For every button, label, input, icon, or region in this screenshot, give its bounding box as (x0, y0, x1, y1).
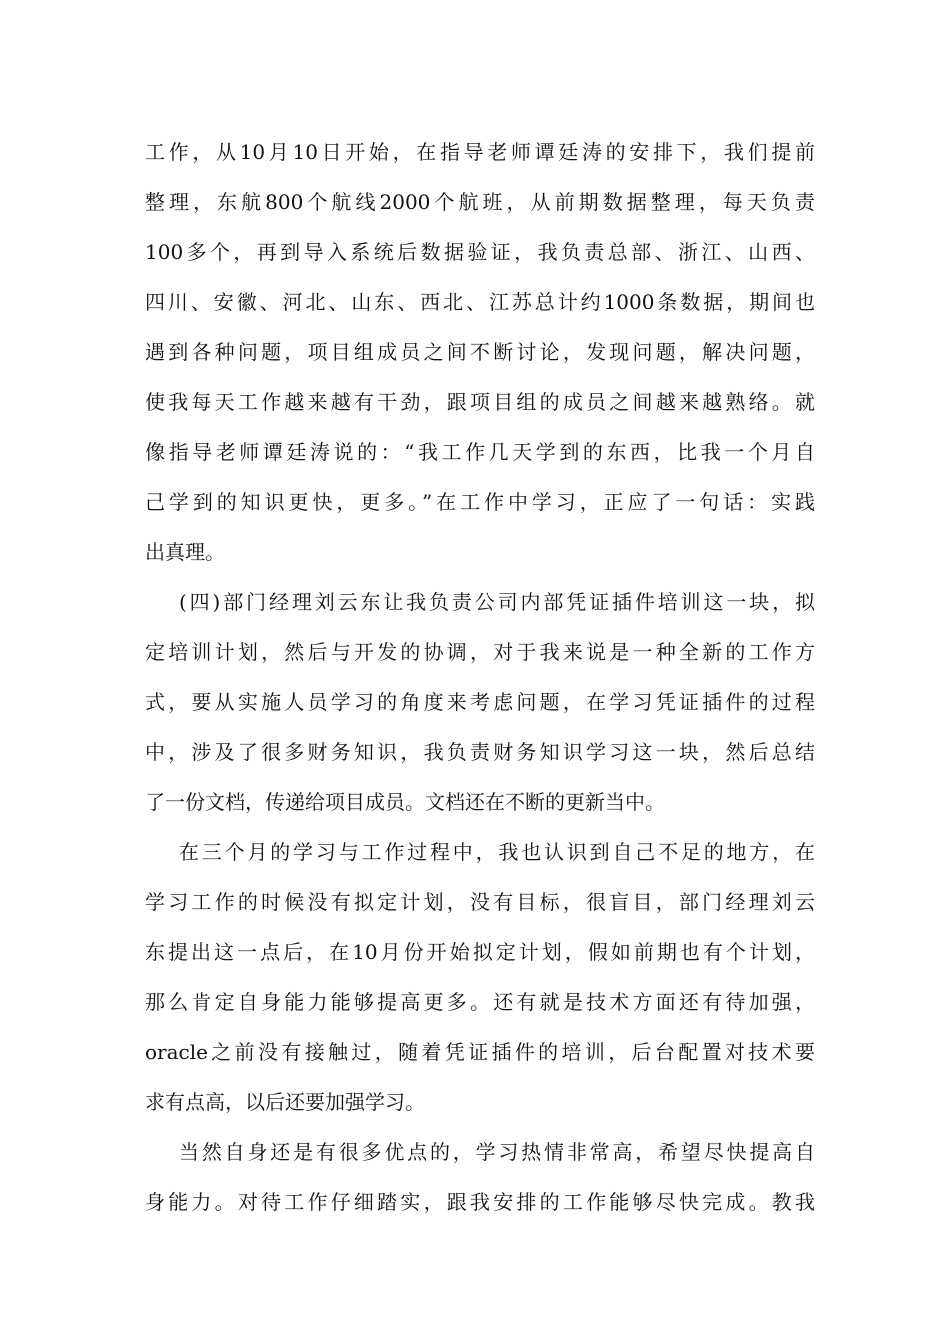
text-line: 己学到的知识更快，更多。”在工作中学习，正应了一句话：实践 (145, 490, 815, 514)
text-line: 工作，从10月10日开始，在指导老师谭廷涛的安排下，我们提前 (145, 140, 815, 164)
text-line: 在三个月的学习与工作过程中，我也认识到自己不足的地方，在 (179, 840, 815, 864)
text-line: 当然自身还是有很多优点的，学习热情非常高，希望尽快提高自 (179, 1140, 815, 1164)
text-line: 式，要从实施人员学习的角度来考虑问题，在学习凭证插件的过程 (145, 690, 815, 714)
text-line: 遇到各种问题，项目组成员之间不断讨论，发现问题，解决问题， (145, 340, 815, 364)
text-line: 学习工作的时候没有拟定计划，没有目标，很盲目，部门经理刘云 (145, 890, 815, 914)
text-line: (四)部门经理刘云东让我负责公司内部凭证插件培训这一块，拟 (179, 590, 815, 614)
text-line: 定培训计划，然后与开发的协调，对于我来说是一种全新的工作方 (145, 640, 815, 664)
text-line: 四川、安徽、河北、山东、西北、江苏总计约1000条数据，期间也 (145, 290, 815, 314)
text-line: oracle之前没有接触过，随着凭证插件的培训，后台配置对技术要 (145, 1040, 815, 1064)
text-line: 那么肯定自身能力能够提高更多。还有就是技术方面还有待加强， (145, 990, 815, 1014)
text-line: 像指导老师谭廷涛说的：“我工作几天学到的东西，比我一个月自 (145, 440, 815, 464)
text-line: 身能力。对待工作仔细踏实，跟我安排的工作能够尽快完成。教我 (145, 1190, 815, 1214)
text-line: 使我每天工作越来越有干劲，跟项目组的成员之间越来越熟络。就 (145, 390, 815, 414)
text-line: 了一份文档，传递给项目成员。文档还在不断的更新当中。 (145, 790, 665, 814)
text-line: 100多个，再到导入系统后数据验证，我负责总部、浙江、山西、 (145, 240, 815, 264)
text-line: 整理，东航800个航线2000个航班，从前期数据整理，每天负责 (145, 190, 815, 214)
text-line: 东提出这一点后，在10月份开始拟定计划，假如前期也有个计划， (145, 940, 815, 964)
body-text (145, 127, 815, 1227)
text-line: 求有点高，以后还要加强学习。 (145, 1090, 425, 1114)
text-line: 出真理。 (145, 540, 225, 564)
text-line: 中，涉及了很多财务知识，我负责财务知识学习这一块，然后总结 (145, 740, 815, 764)
